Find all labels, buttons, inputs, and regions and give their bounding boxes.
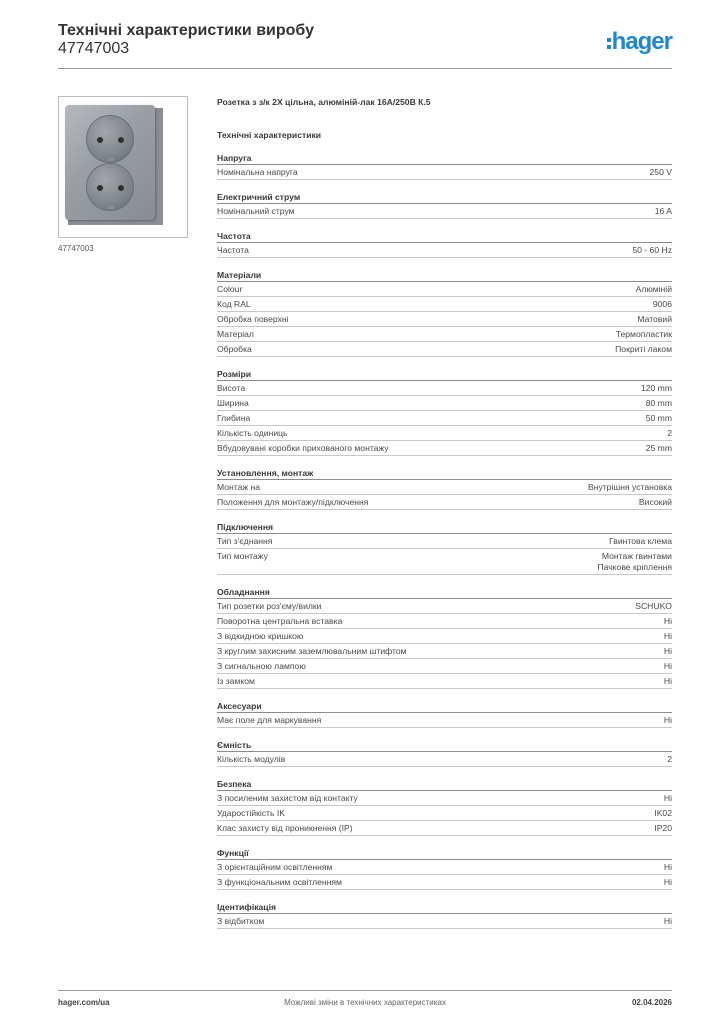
spec-label: Ширина [217, 398, 249, 408]
spec-section [217, 778, 672, 836]
spec-value: Ні [663, 616, 672, 626]
spec-label: З функціональним освітленням [217, 877, 342, 887]
spec-value: 16 A [654, 206, 672, 216]
socket-outlet-bottom [86, 163, 134, 211]
spec-section [217, 586, 672, 689]
spec-value: Термопластик [615, 329, 672, 339]
section-title: Ємність [217, 739, 672, 752]
spec-row [217, 791, 672, 806]
spec-label: Кількість одиниць [217, 428, 288, 438]
spec-row [217, 599, 672, 614]
spec-row [217, 821, 672, 836]
section-title: Частота [217, 230, 672, 243]
spec-row [217, 396, 672, 411]
hager-logo[interactable] [607, 28, 672, 56]
spec-section [217, 901, 672, 929]
spec-label: Матеріал [217, 329, 254, 339]
spec-section [217, 847, 672, 890]
header-divider [58, 68, 672, 69]
image-caption: 47747003 [58, 244, 94, 253]
spec-value: 2 [667, 428, 672, 438]
spec-label: Монтаж на [217, 482, 261, 492]
spec-label: Глибина [217, 413, 251, 423]
spec-label: Із замком [217, 676, 255, 686]
spec-value: Ні [663, 715, 672, 725]
footer-website-link[interactable]: hager.com/ua [58, 998, 110, 1007]
footer-date: 02.04.2026 [631, 998, 672, 1007]
spec-row [217, 644, 672, 659]
spec-label: Має поле для маркування [217, 715, 322, 725]
spec-value: Ні [663, 877, 672, 887]
spec-label: Тип монтажу [217, 551, 268, 561]
spec-label: Тип з'єднання [217, 536, 273, 546]
spec-row [217, 495, 672, 510]
spec-value: 50 mm [645, 413, 672, 423]
spec-row [217, 411, 672, 426]
spec-row [217, 243, 672, 258]
spec-row [217, 914, 672, 929]
document-title: Технічні характеристики виробу [58, 22, 314, 39]
spec-row [217, 426, 672, 441]
spec-row [217, 165, 672, 180]
spec-row [217, 659, 672, 674]
spec-label: Положення для монтажу/підключення [217, 497, 369, 507]
logo-text: hager [611, 28, 672, 55]
spec-label: Ударостійкість IK [217, 808, 285, 818]
spec-label: Поворотна центральна вставка [217, 616, 343, 626]
product-title: Розетка з з/к 2X цільна, алюміній-лак 16A/250В К.5 [217, 97, 431, 107]
spec-value: Ні [663, 862, 672, 872]
spec-label: Код RAL [217, 299, 251, 309]
spec-value: Ні [663, 676, 672, 686]
spec-value: Ні [663, 916, 672, 926]
spec-value: 120 mm [640, 383, 672, 393]
spec-row [217, 204, 672, 219]
footer-divider [58, 990, 672, 991]
spec-content [217, 96, 672, 929]
spec-sections [217, 152, 672, 929]
spec-label: Номінальна напруга [217, 167, 298, 177]
spec-row [217, 297, 672, 312]
spec-row [217, 860, 672, 875]
spec-section [217, 368, 672, 456]
spec-label: Вбудовувані коробки прихованого монтажу [217, 443, 389, 453]
product-number: 47747003 [58, 40, 130, 57]
spec-row [217, 875, 672, 890]
spec-section [217, 739, 672, 767]
section-title: Аксесуари [217, 700, 672, 713]
spec-label: З орієнтаційним освітленням [217, 862, 333, 872]
spec-value: Покриті лаком [615, 344, 672, 354]
spec-value: Ні [663, 793, 672, 803]
spec-row [217, 441, 672, 456]
spec-label: Висота [217, 383, 246, 393]
section-title: Ідентифікація [217, 901, 672, 914]
spec-label: З сигнальною лампою [217, 661, 306, 671]
section-title: Функції [217, 847, 672, 860]
spec-value: Ні [663, 646, 672, 656]
spec-label: Тип розетки роз'єму/вилки [217, 601, 322, 611]
spec-value: 2 [667, 754, 672, 764]
spec-row [217, 312, 672, 327]
section-title: Обладнання [217, 586, 672, 599]
product-image [58, 96, 188, 238]
spec-value: Монтаж гвинтами Пачкове кріплення [597, 551, 672, 572]
spec-row [217, 282, 672, 297]
section-title: Підключення [217, 521, 672, 534]
spec-row [217, 342, 672, 357]
section-title: Матеріали [217, 269, 672, 282]
spec-row [217, 614, 672, 629]
spec-row [217, 674, 672, 689]
spec-heading: Технічні характеристики [217, 130, 322, 140]
spec-label: З круглим захисним заземлювальним штифтом [217, 646, 407, 656]
spec-label: Клас захисту від проникнення (IP) [217, 823, 353, 833]
section-title: Електричний струм [217, 191, 672, 204]
spec-row [217, 327, 672, 342]
spec-value: Гвинтова клема [609, 536, 672, 546]
spec-value: IP20 [654, 823, 672, 833]
spec-value: Ні [663, 661, 672, 671]
spec-value: Високий [638, 497, 672, 507]
spec-label: Кількість модулів [217, 754, 286, 764]
spec-value: 80 mm [645, 398, 672, 408]
spec-row [217, 381, 672, 396]
spec-value: Ні [663, 631, 672, 641]
spec-row [217, 629, 672, 644]
spec-value: IK02 [654, 808, 672, 818]
spec-row [217, 534, 672, 549]
spec-row [217, 752, 672, 767]
spec-section [217, 467, 672, 510]
spec-label: Частота [217, 245, 249, 255]
spec-value: SCHUKO [635, 601, 672, 611]
socket-outlet-top [86, 115, 134, 163]
spec-label: Обробка [217, 344, 252, 354]
spec-label: З відкидною кришкою [217, 631, 304, 641]
section-title: Безпека [217, 778, 672, 791]
spec-row [217, 806, 672, 821]
spec-value: Внутрішня установка [587, 482, 672, 492]
section-title: Розміри [217, 368, 672, 381]
spec-row [217, 549, 672, 575]
spec-row [217, 480, 672, 495]
spec-value: 9006 [652, 299, 672, 309]
spec-label: Номінальний струм [217, 206, 295, 216]
spec-label: Обробка поверхні [217, 314, 289, 324]
spec-value: 250 V [649, 167, 672, 177]
spec-section [217, 269, 672, 357]
spec-section [217, 700, 672, 728]
page-header [58, 20, 672, 68]
spec-label: З посиленим захистом від контакту [217, 793, 358, 803]
spec-value: Матовий [637, 314, 672, 324]
spec-label: З відбитком [217, 916, 265, 926]
footer-disclaimer: Можливі зміни в технічних характеристиках [284, 998, 446, 1007]
spec-value: 50 - 60 Hz [632, 245, 672, 255]
section-title: Установлення, монтаж [217, 467, 672, 480]
section-title: Напруга [217, 152, 672, 165]
socket-plate [65, 105, 155, 220]
spec-section [217, 191, 672, 219]
spec-row [217, 713, 672, 728]
spec-section [217, 521, 672, 575]
spec-value: Алюміній [635, 284, 672, 294]
spec-label: Colour [217, 284, 243, 294]
logo-dots-icon [607, 38, 611, 49]
spec-value: 25 mm [645, 443, 672, 453]
spec-section [217, 230, 672, 258]
spec-section [217, 152, 672, 180]
